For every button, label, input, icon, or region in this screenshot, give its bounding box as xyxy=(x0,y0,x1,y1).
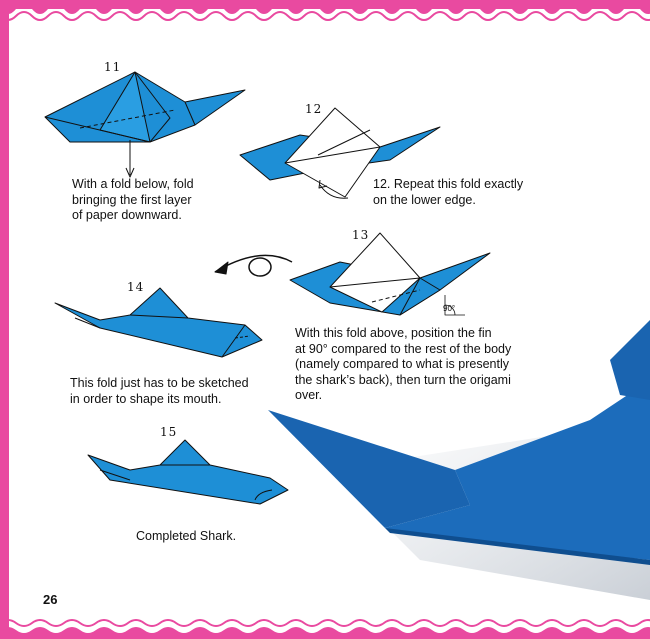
step-15-number: 15 xyxy=(160,425,178,439)
step-14-number: 14 xyxy=(127,280,145,294)
turn-over-arrow xyxy=(215,255,292,276)
step-11-caption: With a fold below, fold bringing the first layer of paper downward. xyxy=(72,177,194,222)
step-13-diagram xyxy=(290,233,490,315)
step-15-caption: Completed Shark. xyxy=(136,529,237,543)
angle-label: 90° xyxy=(443,304,456,313)
step-15-diagram xyxy=(88,440,288,504)
step-11-diagram xyxy=(45,72,245,177)
step-13-number: 13 xyxy=(352,228,370,242)
step-14-diagram xyxy=(55,288,262,357)
page-number: 26 xyxy=(43,592,58,607)
step-12-caption: 12. Repeat this fold exactly on the lower edge. xyxy=(373,177,524,207)
step-13-caption: With this fold above, position the fin at 90° compared to the rest of the body (namely compared to what is presently the shark’s back), then turn the origami over. xyxy=(295,326,512,402)
step-11-number: 11 xyxy=(104,60,122,74)
step-12-number: 12 xyxy=(305,102,323,116)
step-14-caption: This fold just has to be sketched in order to shape its mouth. xyxy=(70,376,249,406)
